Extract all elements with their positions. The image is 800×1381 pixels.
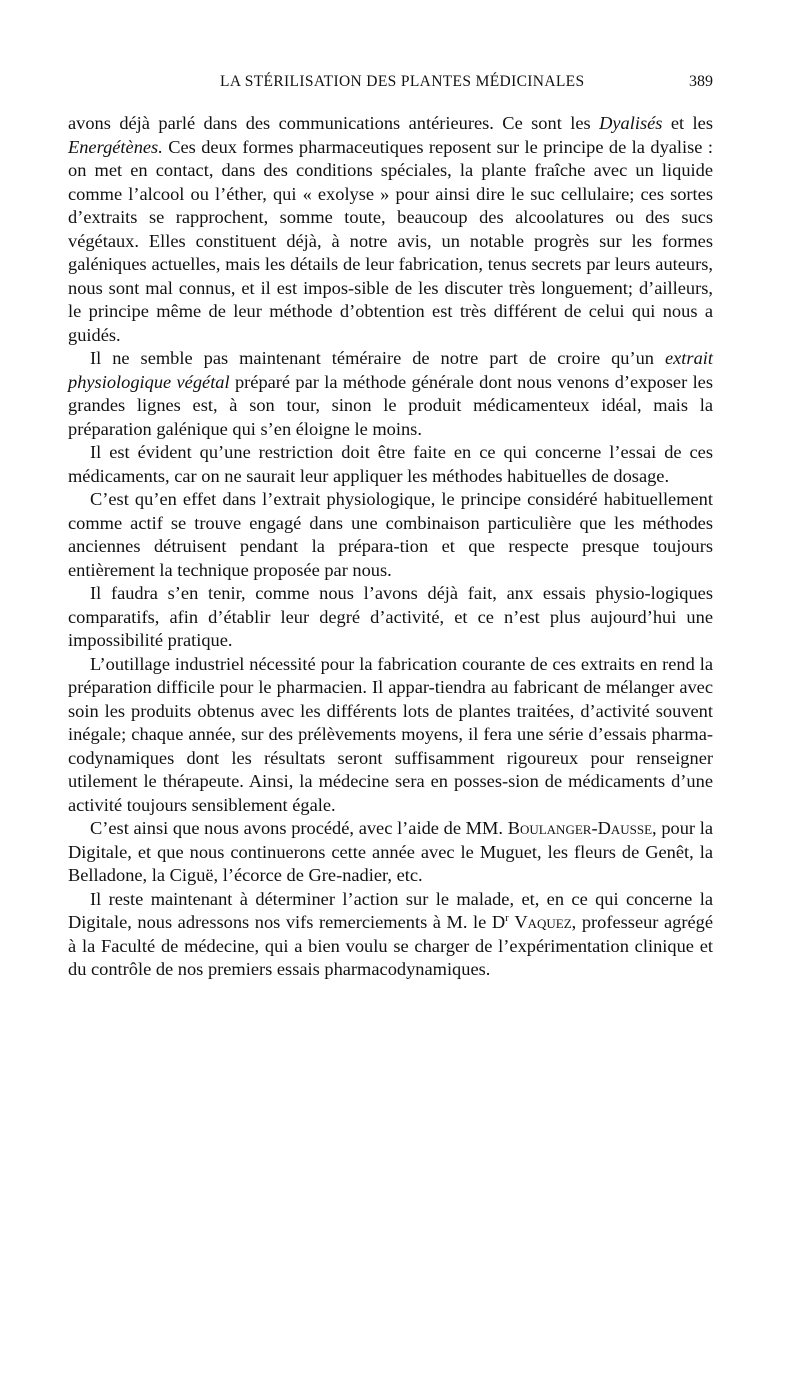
text-run: préparé par la méthode générale dont nous venons d’exposer les grandes lignes est, à son tour, sinon le produit médicamenteux idéal, mais la préparation galénique qui s’en éloigne le moins. <box>68 371 713 439</box>
body-text <box>68 112 713 982</box>
text-run: , professeur agrégé à la Faculté de médecine, qui a bien voulu se charger de l’expérimentation clinique et du contrôle de nos premiers essais pharmacodynamiques. <box>68 912 713 979</box>
text-italic: Energétènes. <box>68 136 163 157</box>
text-run: L’outillage industriel nécessité pour la fabrication courante de ces extraits en rend la préparation difficile pour le pharmacien. Il appar-tiendra au fabricant de mélanger avec soin les produits obtenus avec les différents lots de plantes traitées, d’activité souvent inégale; chaque année, sur des prélèvements moyens, il fera une série d’essais pharma-codynamiques dont les résultats seront suffisamment rigoureux pour renseigner utilement le thérapeute. Ainsi, la médecine sera en posses-sion de médicaments d’une activité toujours sensiblement égale. <box>68 653 713 815</box>
text-sup: r <box>505 911 509 924</box>
paragraph <box>68 817 713 888</box>
text-italic: extrait physiologique végétal <box>68 348 713 392</box>
text-run: avons déjà parlé dans des communications antérieures. Ce sont les <box>68 113 600 133</box>
text-run: C’est qu’en effet dans l’extrait physiologique, le principe considéré habituellement comme actif se trouve engagé dans une combinaison particulière que les méthodes anciennes détruisent pendant la prépara-tion et que respecte presque toujours entièrement la technique proposée par nous. <box>68 489 713 580</box>
text-run: Ces deux formes pharmaceutiques reposent sur le principe de la dyalise : on met en contact, dans des conditions spéciales, la plante fraîche avec un liquide comme l’alcool ou l’éther, qui « exolyse » pour ainsi dire le suc cellulaire; ces sortes d’extraits se rapprochent, somme toute, beaucoup des alcoolatures ou des sucs végétaux. Elles constituent déjà, à notre avis, un notable progrès sur les formes galéniques actuelles, mais les détails de leur fabrication, tenus secrets par leurs auteurs, nous sont mal connus, et il est impos-sible de les discuter très longuement; d’ailleurs, le principe même de leur méthode d’obtention est très différent de celui qui nous a guidés. <box>68 136 713 345</box>
paragraph <box>68 441 713 488</box>
paragraph <box>68 888 713 982</box>
text-run: Il ne semble pas maintenant téméraire de notre part de croire qu’un <box>90 348 665 368</box>
text-run: Il reste maintenant à déterminer l’action sur le malade, et, en ce qui concerne la Digitale, nous adressons nos vifs remerciements à M. le D <box>68 888 713 932</box>
text-run: et les <box>662 113 713 133</box>
text-run: C’est ainsi que nous avons procédé, avec l’aide de MM. <box>90 818 508 838</box>
text-smallcaps: Boulanger-Dausse <box>507 818 653 838</box>
text-run: , pour la Digitale, et que nous continuerons cette année avec le Muguet, les fleurs de Genêt, la Belladone, la Ciguë, l’écorce de Gre-nadier, etc. <box>68 818 713 885</box>
text-smallcaps: Vaquez <box>514 912 572 932</box>
text-run: Il est évident qu’une restriction doit être faite en ce qui concerne l’essai de ces médicaments, car on ne saurait leur appliquer les méthodes habituelles de dosage. <box>68 442 713 486</box>
page-header <box>68 73 713 103</box>
paragraph <box>68 112 713 347</box>
text-run: Il faudra s’en tenir, comme nous l’avons déjà fait, anx essais physio-logiques comparatifs, afin d’établir leur degré d’activité, et ce n’est plus aujourd’hui une impossibilité pratique. <box>68 583 713 650</box>
paragraph <box>68 347 713 441</box>
page-number: 389 <box>689 73 713 90</box>
paragraph <box>68 488 713 582</box>
running-title: LA STÉRILISATION DES PLANTES MÉDICINALES <box>220 73 585 90</box>
text-italic: Dyalisés <box>599 113 663 133</box>
paragraph <box>68 582 713 653</box>
paragraph <box>68 653 713 818</box>
